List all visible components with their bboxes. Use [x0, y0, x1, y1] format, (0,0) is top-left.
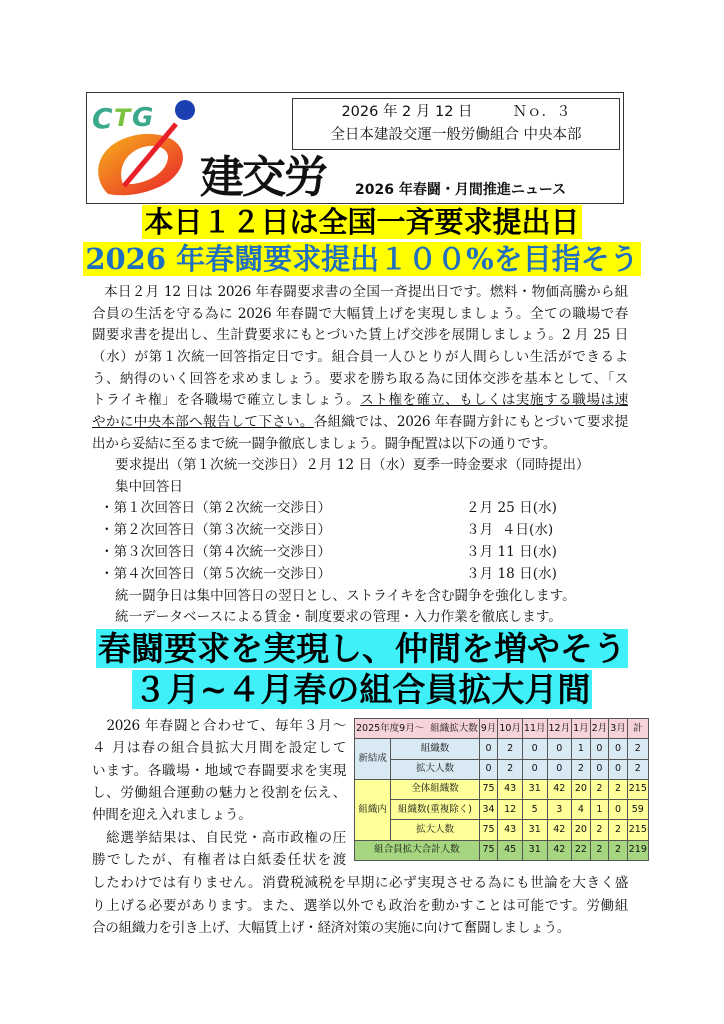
- table-row: [355, 779, 649, 799]
- underlined-text: スト権を確立、もしくは実施する職場は速: [360, 392, 628, 408]
- table-cell: 42: [547, 840, 572, 860]
- schedule-item-date: ３月 ４日(水): [466, 522, 554, 538]
- paragraph-line: し、労働組合運動の魅力と役割を伝え、: [92, 784, 346, 801]
- table-cell: 42: [547, 820, 572, 840]
- table-cell: 42: [547, 779, 572, 799]
- total-row: [355, 840, 649, 860]
- ctg-logo: [88, 94, 203, 204]
- headline-4-text: ３月~４月春の組合員拡大月間: [133, 670, 591, 709]
- month-header: 9月: [479, 719, 498, 739]
- headline-1: [0, 204, 724, 240]
- table-cell: 34: [479, 800, 498, 820]
- table-title: 2025年度9月～ 組織拡大数: [355, 719, 480, 739]
- table-cell: 12: [498, 800, 523, 820]
- organization-name: 全日本建設交運一般労働組合 中央本部: [330, 127, 582, 143]
- table-cell: 2: [609, 840, 628, 860]
- headline-3-text: 春闘要求を実現し、仲間を増やそう: [98, 629, 626, 668]
- table-cell: 2: [627, 739, 648, 759]
- paragraph-line: 総選挙結果は、自民党・高市政権の圧: [92, 829, 346, 846]
- row-label: 組織数(重複除く): [391, 800, 480, 820]
- headline-3: [0, 629, 724, 669]
- table-cell: 75: [479, 840, 498, 860]
- schedule-item-date: ３月 18 日(水): [466, 566, 557, 582]
- paragraph-line: 勝でしたが、有権者は白紙委任状を渡: [92, 851, 346, 868]
- row-label: 拡大人数: [391, 759, 480, 779]
- paragraph-line: 闘要求書を提出し、生計費要求にもとづいた賃上げ交渉を展開しましょう。2 月 25 日: [92, 327, 628, 344]
- table-cell: 219: [627, 840, 648, 860]
- paragraph-line: [92, 412, 628, 432]
- month-header: 2月: [590, 719, 609, 739]
- month-header: 3月: [609, 719, 628, 739]
- table-cell: 0: [609, 739, 628, 759]
- table-header-row: [355, 719, 649, 739]
- row-label: 拡大人数: [391, 820, 480, 840]
- table-row: [355, 739, 649, 759]
- paragraph-line: ４ 月は春の組合員拡大月間を設定して: [92, 740, 346, 757]
- paragraph-line: したわけでは有りません。消費税減税を早期に必ず実現させる為にも世論を大きく盛: [92, 875, 628, 891]
- issue-number: Ｎｏ．３: [512, 104, 571, 120]
- table-cell: 20: [572, 779, 591, 799]
- schedule-item-label: ・第３次回答日（第４次統一交渉日）: [100, 544, 332, 560]
- table-cell: 5: [522, 800, 547, 820]
- underlined-text: やかに中央本部へ報告して下さい。: [92, 414, 314, 430]
- table-cell: 43: [498, 820, 523, 840]
- table-cell: 0: [590, 739, 609, 759]
- paragraph-line: います。各職場・地域で春闘要求を実現: [92, 762, 346, 779]
- table-cell: 31: [522, 840, 547, 860]
- table-cell: 0: [547, 739, 572, 759]
- paragraph-line: 出から妥結に至るまで統一闘争徹底しましょう。闘争配置は以下の通りです。: [92, 436, 557, 452]
- month-header: 10月: [498, 719, 523, 739]
- organizing-table: [354, 718, 649, 861]
- table-cell: 0: [479, 759, 498, 779]
- table-cell: 1: [590, 800, 609, 820]
- table-cell: 0: [609, 800, 628, 820]
- paragraph-line: 合員の生活を守る為に 2026 年春闘で大幅賃上げを実現しましょう。全ての職場で春: [92, 305, 628, 322]
- table-cell: 0: [522, 739, 547, 759]
- newsletter-title: 2026 年春闘・月間推進ニュース: [355, 182, 567, 198]
- table-cell: 31: [522, 779, 547, 799]
- table-cell: 2: [590, 820, 609, 840]
- paragraph-line: （水）が第１次統一回答指定日です。組合員一人ひとりが人間らしい生活ができるよ: [92, 349, 628, 366]
- svg-text:G: G: [132, 103, 154, 133]
- paragraph-line: り上げる必要があります。また、選挙以外でも政治を動かすことは可能です。労働組: [92, 897, 628, 914]
- table-cell: 0: [479, 739, 498, 759]
- table-row: [355, 759, 649, 779]
- table-cell: 45: [498, 840, 523, 860]
- table-cell: 0: [547, 759, 572, 779]
- total-label: 組合員拡大合計人数: [355, 840, 480, 860]
- table-cell: 215: [627, 820, 648, 840]
- row-label: 全体組織数: [391, 779, 480, 799]
- schedule-note: 統一データベースによる賃金・制度要求の管理・入力作業を徹底します。: [115, 609, 562, 625]
- schedule-note: 統一闘争日は集中回答日の翌日とし、ストライキを含む闘争を強化します。: [115, 588, 576, 604]
- paragraph-line: 仲間を迎え入れましょう。: [92, 807, 252, 824]
- headline-2-text: 2026 年春闘要求提出１００%を目指そう: [85, 242, 639, 276]
- paragraph-line: う、納得のいく回答を求めましょう。要求を勝ち取る為に団体交渉を基本として、「ス: [92, 370, 628, 387]
- month-header: 計: [627, 719, 648, 739]
- brand-name: 建交労: [200, 152, 326, 203]
- table-row: [355, 800, 649, 820]
- table-cell: 0: [609, 759, 628, 779]
- headline-4: [0, 670, 724, 710]
- headline-1-text: 本日１２日は全国一斉要求提出日: [144, 205, 580, 239]
- month-header: 11月: [522, 719, 547, 739]
- schedule-item-date: ３月 11 日(水): [466, 544, 557, 560]
- text-segment: 各組織では、2026 年春闘方針にもとづいて要求提: [313, 414, 628, 430]
- table-cell: 2: [498, 739, 523, 759]
- table-cell: 0: [590, 759, 609, 779]
- table-cell: 2: [609, 820, 628, 840]
- table-cell: 4: [572, 800, 591, 820]
- table-cell: 215: [627, 779, 648, 799]
- table-cell: 59: [627, 800, 648, 820]
- table-cell: 2: [498, 759, 523, 779]
- table-cell: 75: [479, 820, 498, 840]
- schedule-item-label: ・第２次回答日（第３次統一交渉日）: [100, 522, 332, 538]
- issue-date: 2026 年 2 月 12 日: [341, 104, 473, 120]
- table-cell: 31: [522, 820, 547, 840]
- table-cell: 2: [590, 779, 609, 799]
- table-cell: 3: [547, 800, 572, 820]
- table-cell: 20: [572, 820, 591, 840]
- svg-text:T: T: [114, 104, 131, 132]
- table-row: [355, 820, 649, 840]
- headline-2: [0, 240, 724, 278]
- table-cell: 2: [572, 759, 591, 779]
- paragraph-line: 本日２月 12 日は 2026 年春闘要求書の全国一斉提出日です。燃料・物価高騰から組: [104, 284, 628, 300]
- schedule-heading: 集中回答日: [115, 479, 183, 495]
- schedule-item-label: ・第４次回答日（第５次統一交渉日）: [100, 566, 332, 582]
- paragraph-line: [92, 390, 628, 410]
- table-cell: 75: [479, 779, 498, 799]
- group-label: 新結成: [355, 739, 391, 780]
- row-label: 組織数: [391, 739, 480, 759]
- svg-text:C: C: [92, 102, 113, 135]
- group-label: 組織内: [355, 779, 391, 840]
- schedule-item-date: ２月 25 日(水): [466, 500, 557, 516]
- table-cell: 0: [522, 759, 547, 779]
- month-header: 12月: [547, 719, 572, 739]
- submission-line: 要求提出（第１次統一交渉日）２月 12 日（水）夏季一時金要求（同時提出）: [115, 457, 590, 473]
- table-cell: 43: [498, 779, 523, 799]
- month-header: 1月: [572, 719, 591, 739]
- paragraph-line: 2026 年春闘と合わせて、毎年３月～: [92, 718, 346, 734]
- text-segment: トライキ権」を各職場で確立しましょう。: [92, 392, 361, 408]
- table-cell: 2: [627, 759, 648, 779]
- issue-info-box: [292, 98, 620, 150]
- table-cell: 22: [572, 840, 591, 860]
- table-cell: 2: [590, 840, 609, 860]
- paragraph-line: 合の組織力を引き上げ、大幅賃上げ・経済対策の実施に向けて奮闘しましょう。: [92, 920, 571, 937]
- table-cell: 1: [572, 739, 591, 759]
- schedule-item-label: ・第１次回答日（第２次統一交渉日）: [100, 500, 332, 516]
- table-cell: 2: [609, 779, 628, 799]
